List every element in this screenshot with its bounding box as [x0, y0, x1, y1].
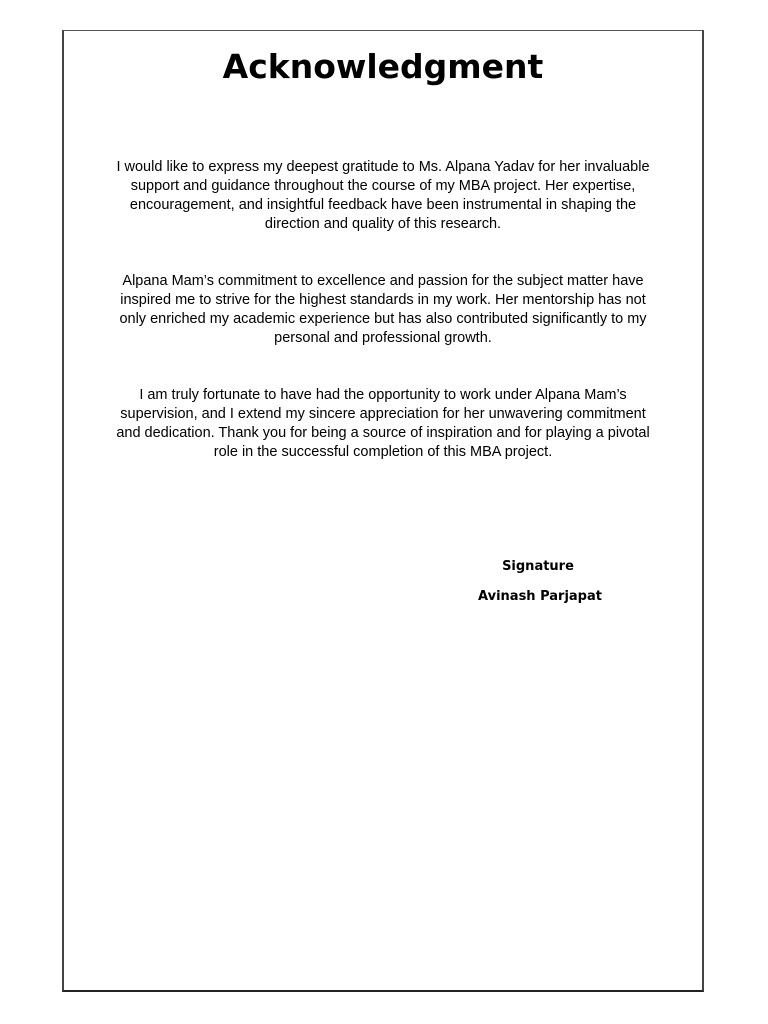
signatory-name: Avinash Parjapat: [478, 589, 602, 604]
body-paragraph: I would like to express my deepest gratitude to Ms. Alpana Yadav for her invaluable support and guidance throughout the course of my MBA project. Her expertise, encouragement, and insightful feedback have been instrumental in shaping the direction and quality of this research.: [116, 159, 650, 232]
signature-label: Signature: [502, 559, 574, 574]
body-paragraph: I am truly fortunate to have had the opportunity to work under Alpana Mam’s supervision, and I extend my sincere appreciation for her unwavering commitment and dedication. Thank you for being a source of inspiration and for playing a pivotal role in the successful completion of this MBA project.: [116, 387, 650, 460]
document-page: [62, 30, 704, 992]
page-title: Acknowledgment: [222, 47, 544, 86]
body-paragraph: Alpana Mam’s commitment to excellence and passion for the subject matter have inspired me to strive for the highest standards in my work. Her mentorship has not only enriched my academic experience but has also contributed significantly to my personal and professional growth.: [119, 273, 647, 346]
